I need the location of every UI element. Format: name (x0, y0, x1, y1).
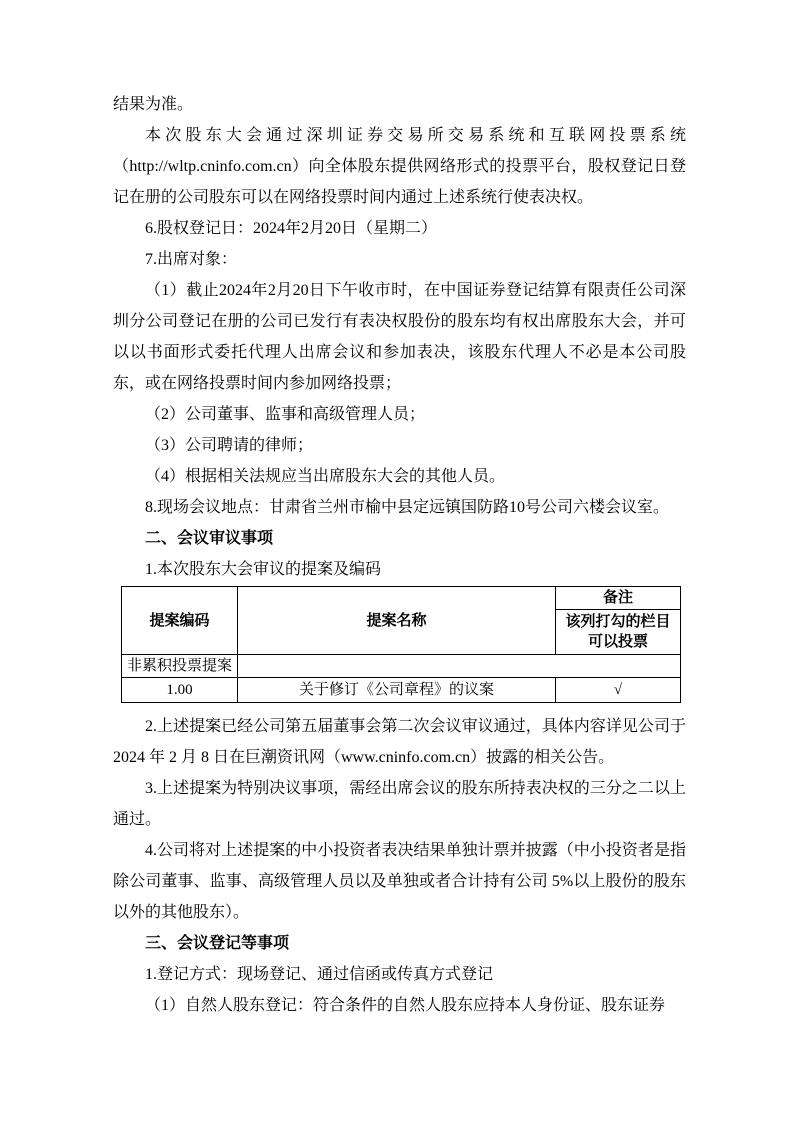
section-heading-registration: 三、会议登记等事项 (145, 935, 290, 952)
col-header-remark: 备注 (556, 587, 681, 610)
paragraph-network-voting-platform: 本次股东大会通过深圳证券交易所交易系统和互联网投票系统（http://wltp.cninfo.com.cn）向全体股东提供网络形式的投票平台，股权登记日登记在册的公司股东可以在网络投票时间内通过上述系统行使表决权。 (113, 127, 686, 206)
col-header-remark-note: 该列打勾的栏目可以投票 (556, 610, 681, 655)
item-attendee-others: （4）根据相关法规应当出席股东大会的其他人员。 (145, 468, 506, 485)
item-registration-method: 1.登记方式：现场登记、通过信函或传真方式登记 (145, 966, 494, 983)
paragraph-proposal-intro: 1.本次股东大会审议的提案及编码 (145, 561, 382, 578)
cell-vote-type: 非累积投票提案 (122, 655, 238, 678)
table-row (122, 655, 681, 678)
item-attendees-title: 7.出席对象： (145, 251, 238, 268)
cell-proposal-name: 关于修订《公司章程》的议案 (238, 678, 556, 703)
item-meeting-venue: 8.现场会议地点：甘肃省兰州市榆中县定远镇国防路10号公司六楼会议室。 (145, 499, 670, 516)
item-attendee-lawyers: （3）公司聘请的律师； (145, 437, 314, 454)
table-row (122, 678, 681, 703)
proposal-table (121, 586, 681, 703)
paragraph-result-basis: 结果为准。 (113, 96, 194, 113)
item-attendee-shareholders: （1）截止2024年2月20日下午收市时，在中国证券登记结算有限责任公司深圳分公司登记在册的公司已发行有表决权股份的股东均有权出席股东大会，并可以以书面形式委托代理人出席会议和参加表决，该股东代理人不必是本公司股东，或在网络投票时间内参加网络投票； (113, 282, 686, 392)
paragraph-special-resolution: 3.上述提案为特别决议事项，需经出席会议的股东所持表决权的三分之二以上通过。 (113, 780, 686, 828)
document-body (113, 89, 686, 1021)
col-header-proposal-name: 提案名称 (238, 587, 556, 655)
paragraph-minority-investors: 4.公司将对上述提案的中小投资者表决结果单独计票并披露（中小投资者是指除公司董事、监事、高级管理人员以及单独或者合计持有公司 5%以上股份的股东以外的其他股东）。 (113, 842, 686, 921)
cell-proposal-vote-check: √ (556, 678, 681, 703)
cell-proposal-code: 1.00 (122, 678, 238, 703)
cell-vote-type-span (238, 655, 681, 678)
item-natural-person-registration: （1）自然人股东登记：符合条件的自然人股东应持本人身份证、股东证券 (145, 997, 666, 1014)
item-record-date: 6.股权登记日：2024年2月20日（星期二） (145, 220, 438, 237)
item-attendee-directors: （2）公司董事、监事和高级管理人员； (145, 406, 426, 423)
table-header-row (122, 587, 681, 610)
col-header-proposal-code: 提案编码 (122, 587, 238, 655)
section-heading-deliberation: 二、会议审议事项 (145, 530, 274, 547)
paragraph-board-approval: 2.上述提案已经公司第五届董事会第二次会议审议通过，具体内容详见公司于 2024 年 2 月 8 日在巨潮资讯网（www.cninfo.com.cn）披露的相关公告。 (113, 718, 686, 766)
